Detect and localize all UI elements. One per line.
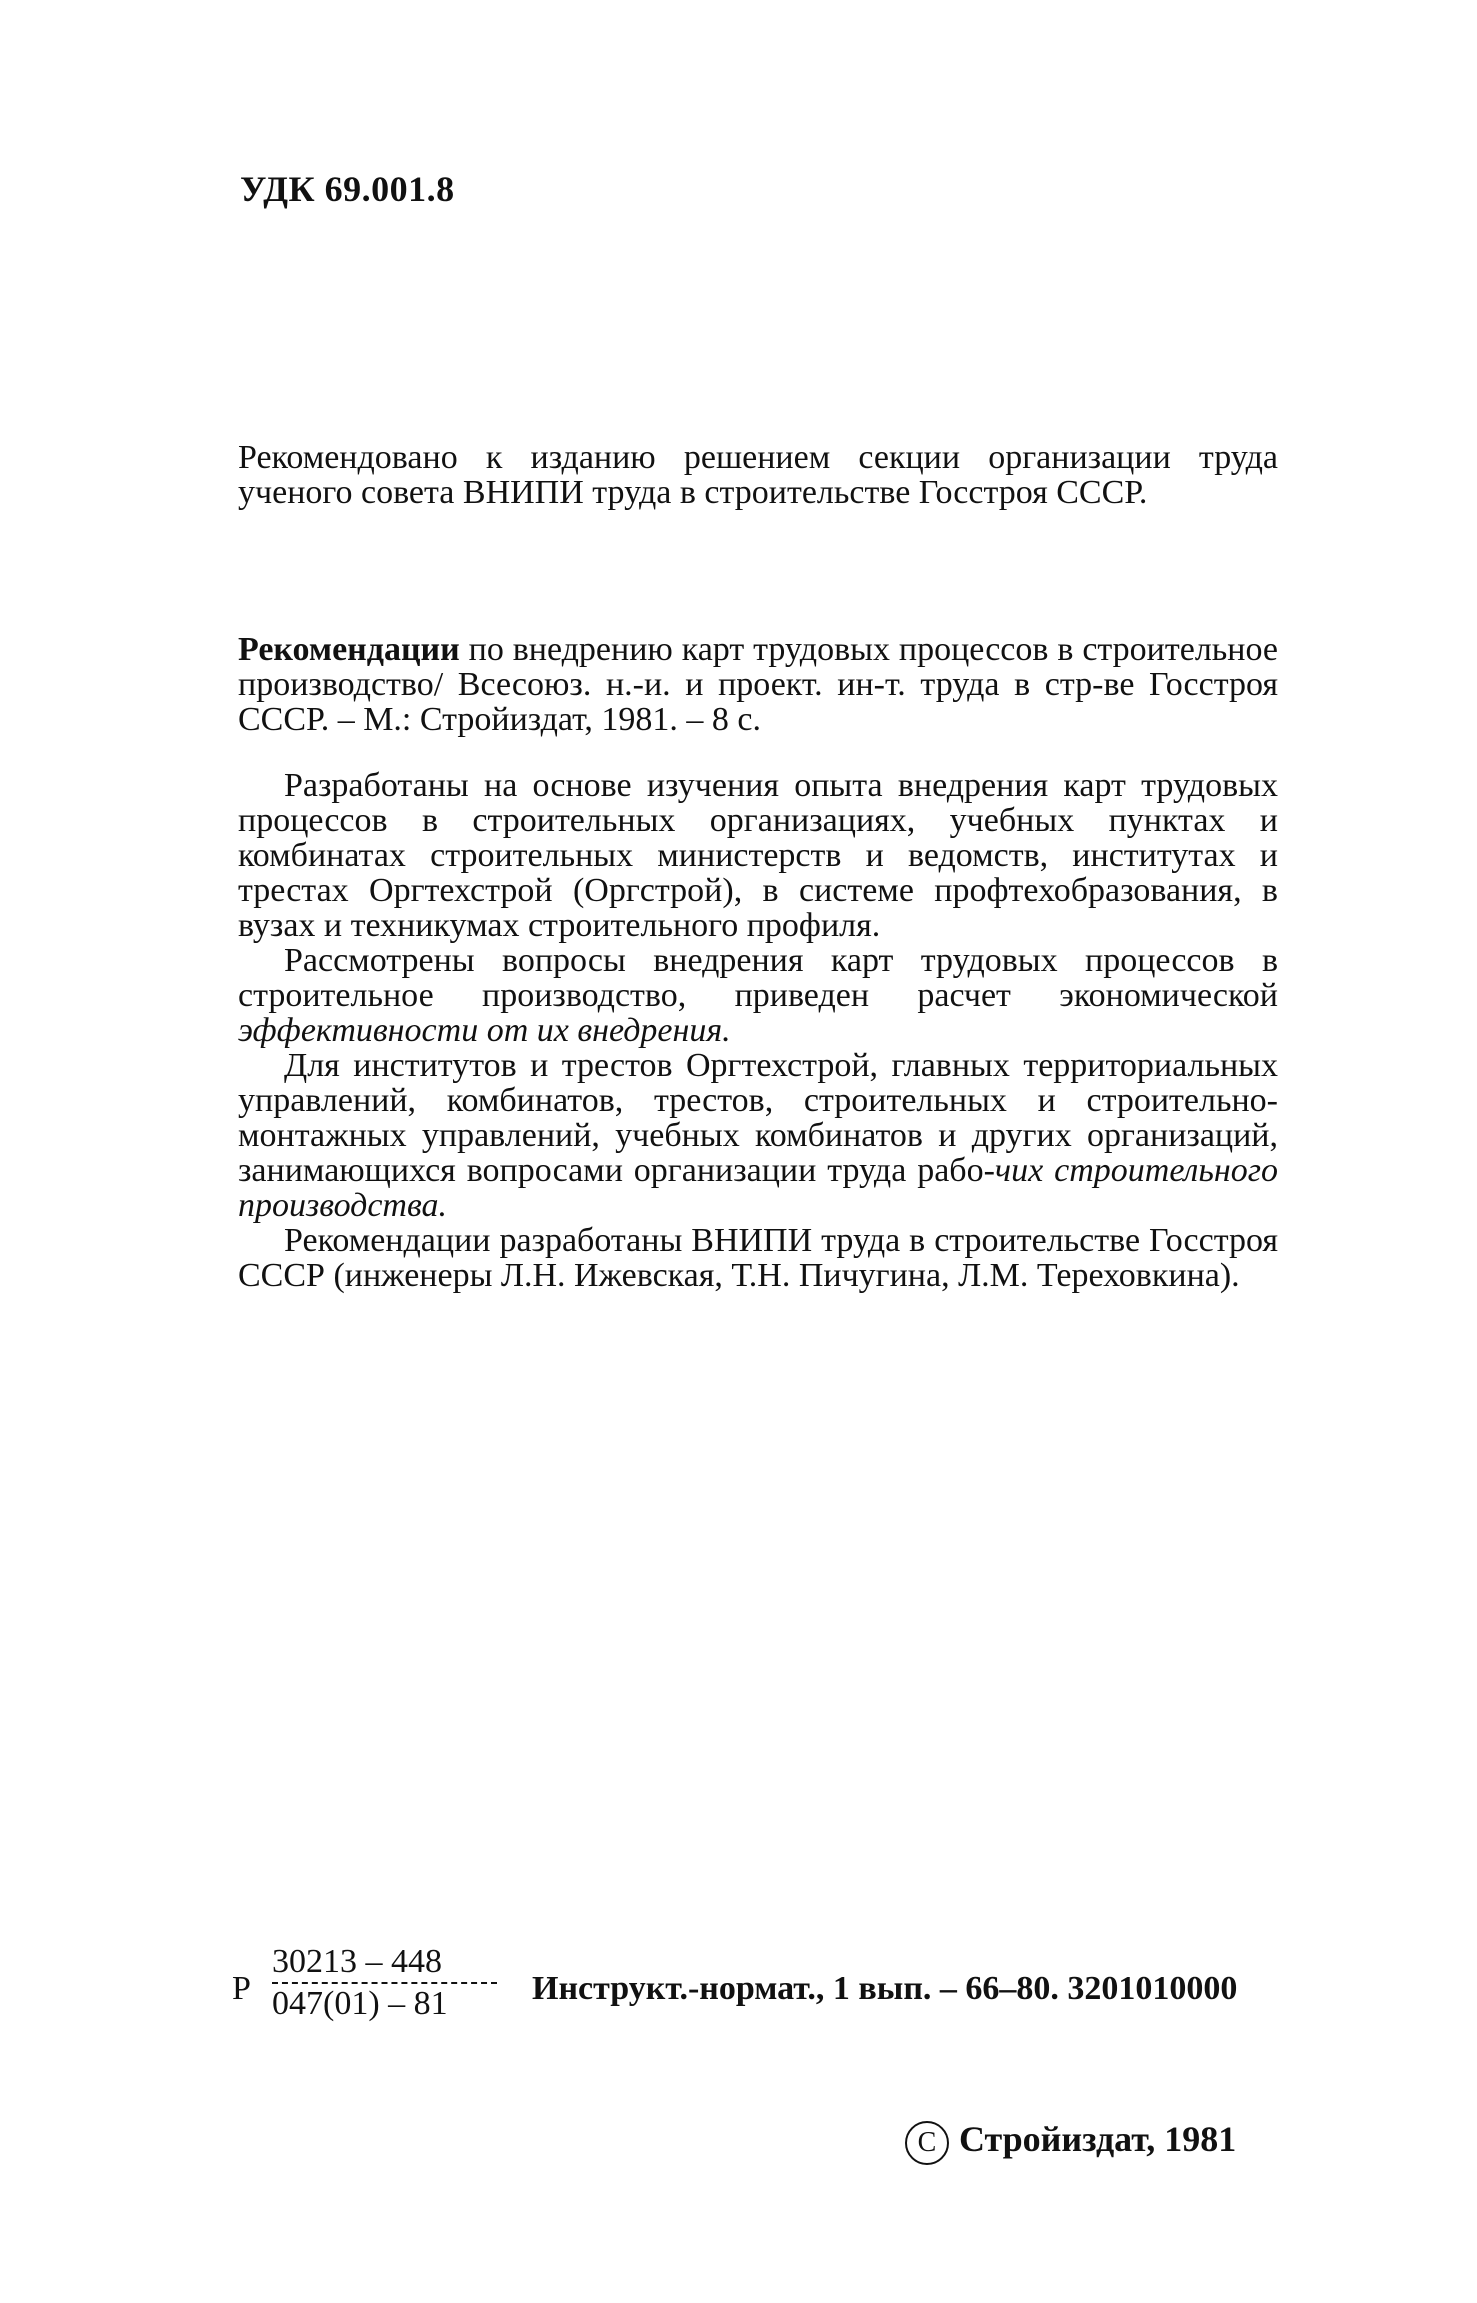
classification-info: Инструкт.-нормат., 1 вып. – 66–80. 3201010000 (532, 1970, 1238, 2007)
annotation-paragraph-3-emphasis: чих строительного производства. (238, 1152, 1278, 1224)
fraction-divider (272, 1982, 497, 1984)
udk-code: УДК 69.001.8 (240, 169, 455, 209)
annotation-paragraph-2-emphasis: эффективности от их внедрения. (238, 1012, 731, 1049)
annotation-paragraph-4: Рекомендации разработаны ВНИПИ труда в строительстве Госстроя СССР (инженеры Л.Н. Ижевская, Т.Н. Пичугина, Л.М. Тереховкина). (238, 1222, 1278, 1294)
annotation-paragraph-3-text: Для институтов и трестов Оргтехстрой, главных территориальных управлений, комбинатов, трестов, строительных и строительно-монтажных управлений, учебных комбинатов и других организаций, занимающихся вопросами организации труда рабо- (238, 1047, 1278, 1189)
annotation-paragraph-1: Разработаны на основе изучения опыта внедрения карт трудовых процессов в строительных организациях, учебных пунктах и комбинатах строительных министерств и ведомств, институтах и трестах Оргтехстрой (Оргстрой), в системе профтехобразования, в вузах и техникумах строительного профиля. (238, 767, 1278, 944)
copyright-text: Стройиздат, 1981 (959, 2119, 1237, 2159)
copyright-icon: С (905, 2121, 949, 2165)
classification-fraction (272, 1944, 502, 2022)
recommendation-note: Рекомендовано к изданию решением секции организации труда ученого совета ВНИПИ труда в строительстве Госстроя СССР. (238, 439, 1278, 511)
annotation-paragraph-2 (238, 943, 1278, 1048)
annotation-paragraph-2-text: Рассмотрены вопросы внедрения карт трудовых процессов в строительное производство, приведен расчет экономической (238, 942, 1278, 1014)
copyright-line (905, 2118, 1236, 2165)
classification-denominator: 047(01) – 81 (272, 1985, 448, 2022)
bibliographic-title: Рекомендации (238, 631, 460, 668)
classification-letter: Р (232, 1970, 251, 2007)
classification-index (232, 1940, 1292, 2050)
annotation (238, 768, 1278, 1293)
bibliographic-description (238, 632, 1278, 737)
annotation-paragraph-3 (238, 1048, 1278, 1223)
classification-numerator: 30213 – 448 (272, 1943, 442, 1980)
bibliographic-details: по внедрению карт трудовых процессов в строительное производство/ Всесоюз. н.-и. и проект. ин-т. труда в стр-ве Госстроя СССР. – М.: Стройиздат, 1981. – 8 с. (238, 631, 1278, 738)
